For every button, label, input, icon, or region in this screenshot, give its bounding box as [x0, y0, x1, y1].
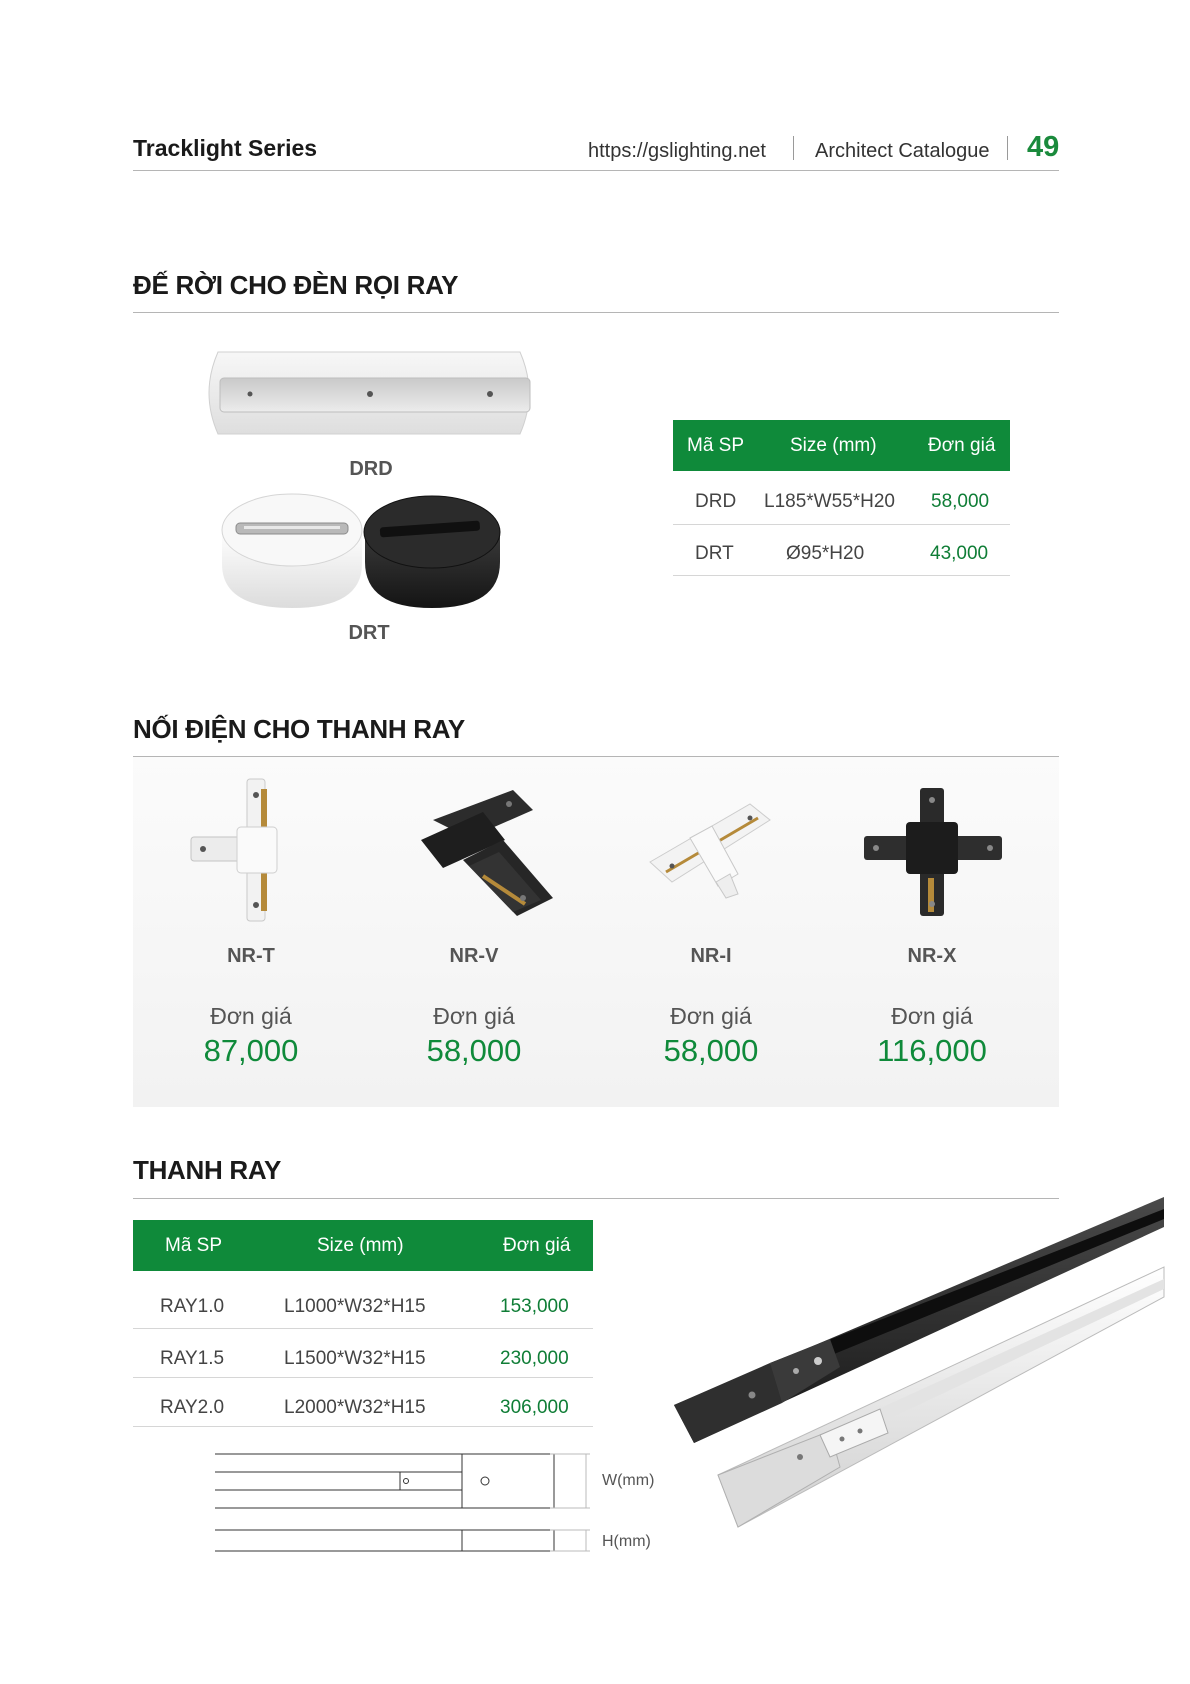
section-title-connectors: NỐI ĐIỆN CHO THANH RAY [133, 714, 465, 744]
table-header-bases [673, 420, 1010, 471]
cell-price: 306,000 [500, 1397, 569, 1418]
cell-code: RAY2.0 [160, 1397, 225, 1418]
section-title-bases: ĐẾ RỜI CHO ĐÈN RỌI RAY [133, 270, 459, 300]
nr-t-connector-image [185, 775, 295, 925]
table-row [133, 1287, 593, 1327]
table-header-track [133, 1220, 593, 1271]
website-url[interactable]: https://gslighting.net [588, 140, 766, 162]
table-row [673, 482, 1010, 522]
connector-label-nr-x: NR-X [907, 945, 957, 967]
row-divider [133, 1377, 593, 1378]
cell-price: 58,000 [931, 491, 990, 512]
cell-code: DRT [695, 543, 734, 564]
cell-price: 43,000 [930, 543, 989, 564]
col-header-size: Size (mm) [317, 1234, 404, 1256]
page-number: 49 [1027, 131, 1060, 163]
section-rule [133, 312, 1059, 313]
table-row [133, 1388, 593, 1428]
cell-size: L2000*W32*H15 [284, 1397, 426, 1418]
product-label-drt: DRT [348, 622, 390, 644]
series-title: Tracklight Series [133, 135, 318, 161]
header-divider [1007, 136, 1008, 160]
table-row [133, 1339, 593, 1379]
cell-code: RAY1.0 [160, 1296, 225, 1317]
col-header-price: Đơn giá [928, 434, 996, 456]
col-header-price: Đơn giá [503, 1234, 571, 1256]
header-divider [793, 136, 794, 160]
row-divider [133, 1328, 593, 1329]
connector-price-nr-i: 58,000 [663, 1033, 759, 1068]
width-dimension-label: W(mm) [602, 1472, 655, 1489]
connector-price-nr-t: 87,000 [203, 1033, 299, 1068]
connector-price-label: Đơn giá [891, 1003, 973, 1029]
cell-code: RAY1.5 [160, 1348, 225, 1369]
col-header-code: Mã SP [687, 434, 745, 456]
connector-label-nr-v: NR-V [449, 945, 499, 967]
cell-size: L1500*W32*H15 [284, 1348, 426, 1369]
connector-price-label: Đơn giá [670, 1003, 752, 1029]
connector-price-nr-v: 58,000 [426, 1033, 522, 1068]
drd-product-image [198, 348, 540, 438]
height-dimension-label: H(mm) [602, 1533, 651, 1550]
header-rule [133, 170, 1059, 171]
nr-x-connector-image [858, 782, 1008, 922]
cell-price: 230,000 [500, 1348, 569, 1369]
drt-product-image [220, 490, 510, 610]
row-divider [673, 524, 1010, 525]
nr-i-connector-image [646, 790, 776, 900]
col-header-size: Size (mm) [790, 434, 877, 456]
nr-v-connector-image [413, 780, 563, 920]
product-label-drd: DRD [349, 458, 393, 480]
section-title-track: THANH RAY [133, 1155, 282, 1185]
cell-size: L185*W55*H20 [764, 491, 895, 512]
row-divider [673, 575, 1010, 576]
catalogue-name: Architect Catalogue [815, 140, 990, 162]
connector-price-label: Đơn giá [433, 1003, 515, 1029]
track-rails-image [670, 1195, 1165, 1535]
track-dimension-diagram [210, 1450, 600, 1560]
connector-label-nr-t: NR-T [227, 945, 275, 967]
connector-price-nr-x: 116,000 [877, 1033, 987, 1068]
cell-size: Ø95*H20 [786, 543, 865, 564]
cell-size: L1000*W32*H15 [284, 1296, 426, 1317]
cell-code: DRD [695, 491, 737, 512]
table-row [673, 534, 1010, 574]
connector-label-nr-i: NR-I [690, 945, 732, 967]
col-header-code: Mã SP [165, 1234, 223, 1256]
row-divider [133, 1426, 593, 1427]
connector-price-label: Đơn giá [210, 1003, 292, 1029]
cell-price: 153,000 [500, 1296, 569, 1317]
